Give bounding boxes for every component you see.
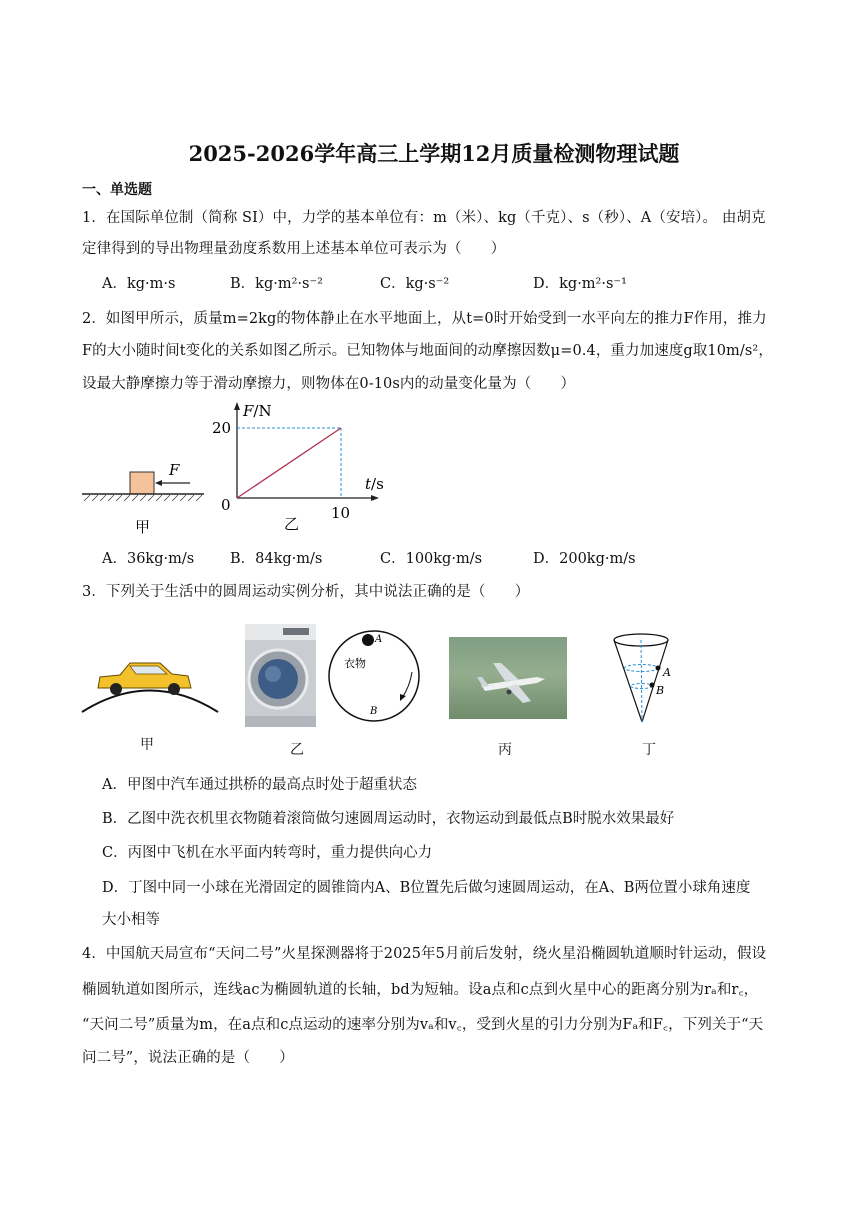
q3-figure-yi-washer [245, 624, 316, 727]
q1-option-c: C．kg·s⁻² [380, 276, 450, 292]
q3-option-b: B．乙图中洗衣机里衣物随着滚筒做匀速圆周运动时，衣物运动到最低点B时脱水效果最好 [102, 811, 675, 827]
q2-stem-line1: 2．如图甲所示，质量m=2kg的物体静止在水平地面上，从t=0时开始受到一水平向左的推力F作用，推力 [82, 311, 767, 327]
origin-label: 0 [221, 496, 231, 514]
q2-option-a: A．36kg·m/s [102, 551, 195, 567]
washer-reflection [265, 666, 281, 682]
airplane-wing-top [493, 663, 519, 681]
drum-point-a: A [375, 634, 383, 645]
cone-right-edge [642, 640, 668, 722]
airplane-tail [477, 677, 489, 687]
q3-caption-ding: 丁 [642, 742, 656, 758]
figure-caption-jia: 甲 [135, 518, 151, 535]
y-axis-label: F/N [243, 402, 272, 420]
figure-caption-yi: 乙 [284, 515, 300, 533]
rotation-arrow [402, 672, 412, 698]
cone-point-a: A [663, 666, 671, 679]
clothes-label: 衣物 [344, 657, 366, 670]
q1-option-d: D．kg·m²·s⁻¹ [533, 276, 627, 292]
q2-stem-line3: 设最大静摩擦力等于滑动摩擦力，则物体在0-10s内的动量变化量为（ ） [82, 376, 576, 392]
q1-option-a: A．kg·m·s [102, 276, 176, 292]
q2-option-d: D．200kg·m/s [533, 551, 636, 567]
q3-figure-ding-cone [606, 628, 686, 728]
ball-a [656, 666, 661, 671]
cone-axis [641, 640, 642, 722]
cone-point-b: B [656, 684, 665, 697]
q2-option-c: C．100kg·m/s [380, 551, 483, 567]
car-wheel-front [110, 683, 122, 695]
q3-figure-bing-airplane [449, 637, 567, 719]
drum-point-b: B [370, 706, 378, 717]
page-title: 2025-2026学年高三上学期12月质量检测物理试题 [188, 141, 680, 166]
rotation-arrow-head [400, 694, 406, 701]
ground-hatch [84, 495, 202, 501]
q4-stem-line1: 4．中国航天局宣布“天问二号”火星探测器将于2025年5月前后发射，绕火星沿椭圆轨道顺时针运动，假设 [82, 946, 767, 962]
y-axis-arrow [234, 402, 240, 410]
q4-stem-line3: “天问二号”质量为m，在a点和c点运动的速率分别为vₐ和v꜀，受到火星的引力分别为Fₐ和F꜀，下列关于“天 [82, 1017, 764, 1033]
y-tick-label: 20 [212, 419, 232, 437]
washer-base [245, 716, 316, 727]
q2-stem-line2: F的大小随时间t变化的关系如图乙所示。已知物体与地面间的动摩擦因数μ=0.4，重力加速度g取10m/s²， [82, 343, 773, 359]
force-label: F [169, 461, 180, 479]
q2-figure-yi-graph [205, 398, 395, 533]
q3-option-c: C．丙图中飞机在水平面内转弯时，重力提供向心力 [102, 845, 433, 861]
arch-bridge [82, 691, 218, 713]
q3-caption-bing: 丙 [498, 742, 512, 758]
x-tick-label: 10 [331, 504, 351, 522]
car-wheel-rear [168, 683, 180, 695]
force-line [237, 428, 341, 498]
q2-option-b: B．84kg·m/s [230, 551, 323, 567]
q3-figure-yi-drum [326, 628, 422, 724]
q1-stem-line1: 1．在国际单位制（简称 SI）中，力学的基本单位有：m（米）、kg（千克）、s（秒）、A（安培）。 由胡克 [82, 210, 766, 226]
q4-stem-line2: 椭圆轨道如图所示，连线ac为椭圆轨道的长轴，bd为短轴。设a点和c点到火星中心的距离分别为rₐ和r꜀， [82, 982, 759, 998]
x-axis-arrow [371, 495, 379, 501]
q1-option-b: B．kg·m²·s⁻² [230, 276, 323, 292]
x-axis-label: t/s [365, 475, 384, 493]
q3-option-d-line1: D．丁图中同一小球在光滑固定的圆锥筒内A、B位置先后做匀速圆周运动，在A、B两位置小球角速度 [102, 880, 751, 896]
q2-figure-jia [80, 455, 210, 535]
washer-display [283, 628, 309, 635]
q3-figure-jia-car-bridge [78, 655, 223, 715]
ball-b [650, 683, 655, 688]
q3-caption-yi: 乙 [290, 742, 304, 758]
q3-stem: 3．下列关于生活中的圆周运动实例分析，其中说法正确的是（ ） [82, 584, 530, 600]
clothes-blob [362, 634, 374, 646]
q3-option-a: A．甲图中汽车通过拱桥的最高点时处于超重状态 [102, 777, 417, 793]
q3-option-d-line2: 大小相等 [102, 912, 160, 928]
section-heading: 一、单选题 [82, 182, 152, 198]
q3-caption-jia: 甲 [140, 737, 154, 753]
cone-left-edge [614, 640, 642, 722]
force-arrow-head [155, 480, 162, 486]
q4-stem-line4: 问二号”，说法正确的是（ ） [82, 1050, 294, 1066]
q1-stem-line2: 定律得到的导出物理量劲度系数用上述基本单位可表示为（ ） [82, 241, 506, 257]
block [130, 472, 154, 494]
airplane-engine [507, 690, 512, 695]
